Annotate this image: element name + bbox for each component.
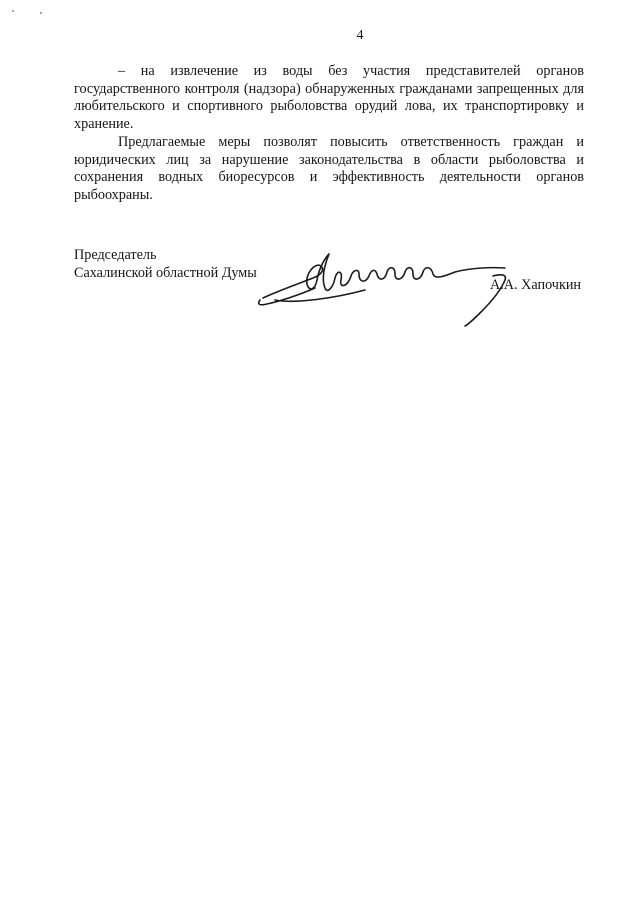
page-number: 4 (356, 28, 364, 43)
signature-title (74, 246, 257, 282)
paragraph-2: Предлагаемые меры позволят повысить ответственность граждан и юридических лиц за нарушение законодательства в области рыболовства и сохранения водных биоресурсов и эффективность деятельности органов рыбоохраны. (74, 134, 584, 203)
signer-name: А.А. Хапочкин (490, 277, 582, 293)
signature-title-line-2: Сахалинской областной Думы (74, 265, 257, 281)
paragraph-1: – на извлечение из воды без участия представителей органов государственного контроля (надзора) обнаруженных гражданами запрещенных для любительского и спортивного рыболовства орудий лова, их транспортировку и хранение. (74, 63, 584, 132)
scan-speck (40, 12, 42, 14)
signature-title-line-1: Председатель (74, 247, 157, 263)
scan-speck (12, 10, 14, 12)
